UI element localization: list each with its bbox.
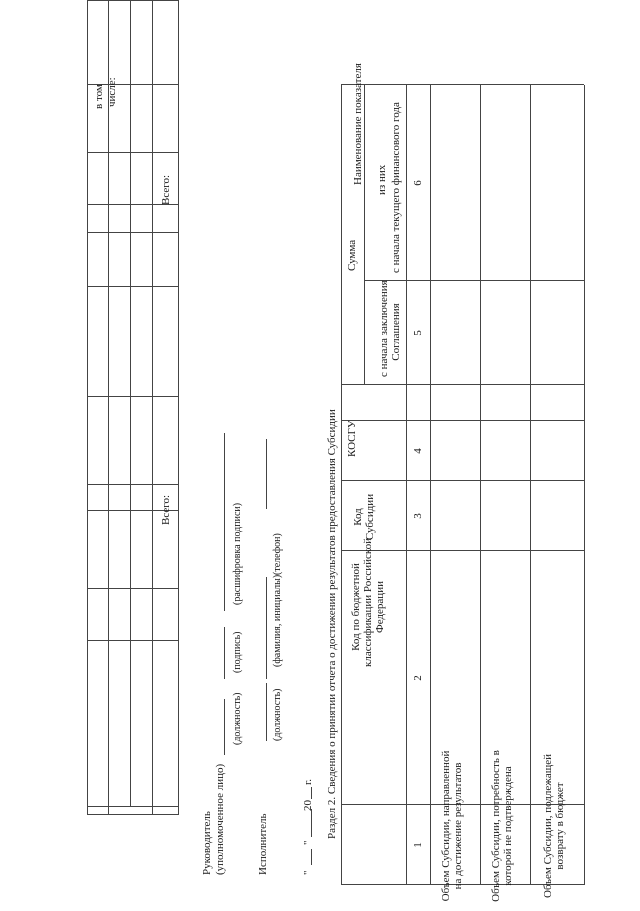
col-number-4: 4 [412,448,424,454]
date-quote-open: " [302,870,314,875]
head-sub-label: (уполномоченное лицо) [214,763,226,875]
total-label-2: Всего: [160,174,172,205]
head-label: Руководитель [201,811,213,875]
header-subsidy-code-1: Код [352,508,364,526]
col-number-1: 1 [412,842,424,848]
executor-label: Исполнитель [257,813,269,875]
header-kosgu: КОСГУ [346,420,358,457]
col-number-5: 5 [412,330,424,336]
header-budget-code-1: Код по бюджетной [350,563,362,651]
header-since-year: с начала текущего финансового года [390,102,402,273]
col-number-2: 2 [412,675,424,681]
row-label-2a: Объем Субсидии, потребность в [490,750,502,902]
row-label-1a: Объем Субсидии, направленной [440,750,452,902]
header-subsidy-code-2: Субсидии [364,493,376,541]
date-year-suffix: г. [302,778,314,785]
row-label-3b: возврату в бюджет [554,782,566,870]
header-budget-code-2: классификации Российской [362,537,374,667]
row-label-1b: на достижение результатов [452,762,464,890]
date-quote-close: " [302,840,314,845]
total-label-1: Всего: [160,494,172,525]
section-2-title: Раздел 2. Сведения о принятии отчета о достижении результатов предоставления Субсидии [326,409,338,839]
header-sum: Сумма [346,239,358,271]
col-number-6: 6 [412,180,424,186]
in-that-number-label-1: в том [93,84,105,109]
header-of-them: из них [376,164,388,195]
header-since-agreement-1: с начала заключения [378,280,390,377]
caption-phone: (телефон) [272,533,283,575]
header-indicator-name: Наименование показателя [352,63,364,185]
header-budget-code-3: Федерации [374,581,386,633]
row-label-3a: Объем Субсидии, подлежащей [542,754,554,898]
caption-full-name: (фамилия, инициалы) [272,574,283,667]
caption-signature: (подпись) [232,631,243,673]
caption-position: (должность) [232,692,243,745]
date-year-prefix: 20 [302,800,314,811]
in-that-number-label-2: числе: [106,77,118,107]
caption-decoding: (расшифровка подписи) [232,502,243,605]
col-number-3: 3 [412,513,424,519]
row-label-2b: которой не подтверждена [502,766,514,886]
caption-position-2: (должность) [272,688,283,741]
header-since-agreement-2: Соглашения [390,303,402,361]
